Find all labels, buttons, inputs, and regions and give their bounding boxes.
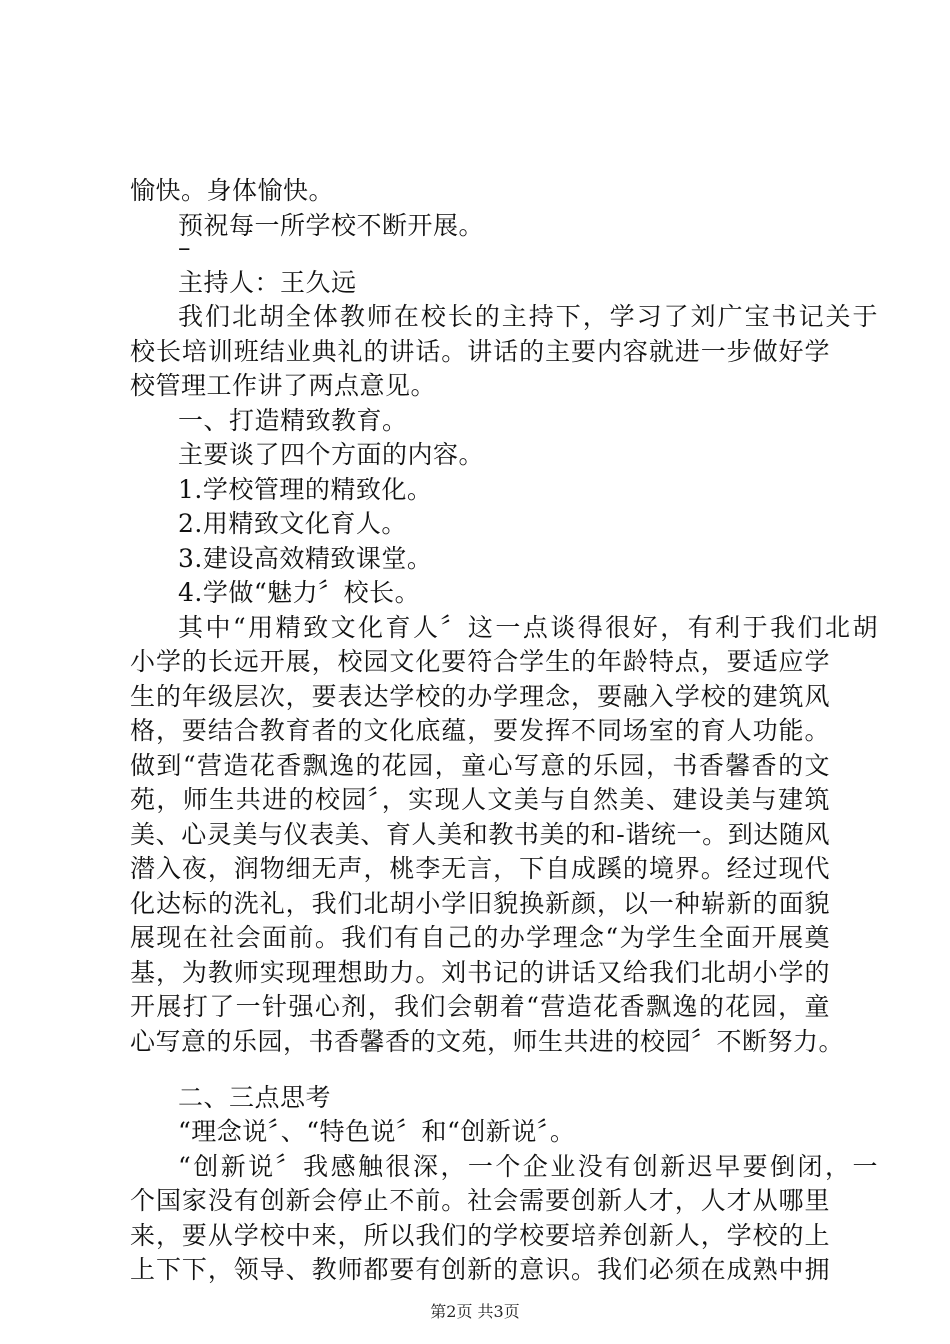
text-line: 化达标的洗礼，我们北胡小学旧貌换新颜，以一种崭新的面貌	[130, 889, 830, 918]
text-line: 开展打了一针强心剂，我们会朝着“营造花香飘逸的花园，童	[130, 992, 830, 1021]
list-item: 4.学做“魅力〞校长。	[178, 578, 421, 607]
text-line: “理念说〞、“特色说〞和“创新说〞。	[178, 1117, 576, 1146]
text-line: 主持人：王久远	[178, 268, 357, 297]
text-line: 来，要从学校中来，所以我们的学校要培养创新人，学校的上	[130, 1221, 830, 1250]
text-line: 美、心灵美与仪表美、育人美和教书美的和-谐统一。到达随风	[130, 820, 830, 849]
text-line: 生的年级层次，要表达学校的办学理念，要融入学校的建筑风	[130, 682, 830, 711]
section-heading: 二、三点思考	[178, 1083, 332, 1112]
text-line: 其中“用精致文化育人〞这一点谈得很好，有利于我们北胡	[178, 613, 878, 642]
text-line: 潜入夜，润物细无声，桃李无言，下自成蹊的境界。经过现代	[130, 854, 830, 883]
text-line: 校管理工作讲了两点意见。	[130, 371, 437, 400]
text-line: 苑，师生共进的校园〞，实现人文美与自然美、建设美与建筑	[130, 785, 830, 814]
text-line: 主要谈了四个方面的内容。	[178, 440, 485, 469]
section-heading: 一、打造精致教育。	[178, 406, 408, 435]
text-line: 我们北胡全体教师在校长的主持下，学习了刘广宝书记关于	[178, 302, 878, 331]
text-line: 个国家没有创新会停止不前。社会需要创新人才，人才从哪里	[130, 1186, 830, 1215]
text-line: “创新说〞我感触很深，一个企业没有创新迟早要倒闭，一	[178, 1152, 878, 1181]
text-line: 展现在社会面前。我们有自己的办学理念“为学生全面开展奠	[130, 923, 830, 952]
page-footer: 第2页 共3页	[430, 1302, 520, 1321]
text-line: 上下下，领导、教师都要有创新的意识。我们必须在成熟中拥	[130, 1255, 830, 1284]
list-item: 1.学校管理的精致化。	[178, 475, 433, 504]
text-line: 做到“营造花香飘逸的花园，童心写意的乐园，书香馨香的文	[130, 751, 830, 780]
text-line: 基，为教师实现理想助力。刘书记的讲话又给我们北胡小学的	[130, 958, 830, 987]
text-line: 小学的长远开展，校园文化要符合学生的年龄特点，要适应学	[130, 647, 830, 676]
list-item: 2.用精致文化育人。	[178, 509, 407, 538]
list-item: 3.建设高效精致课堂。	[178, 544, 433, 573]
text-line: 愉快。身体愉快。	[130, 176, 335, 205]
text-line: –	[178, 233, 191, 262]
text-line: 格，要结合教育者的文化底蕴，要发挥不同场室的育人功能。	[130, 716, 830, 745]
text-line: 预祝每一所学校不断开展。	[178, 211, 485, 240]
text-line: 心写意的乐园，书香馨香的文苑，师生共进的校园〞不断努力。	[130, 1027, 845, 1056]
text-line: 校长培训班结业典礼的讲话。讲话的主要内容就进一步做好学	[130, 337, 830, 366]
